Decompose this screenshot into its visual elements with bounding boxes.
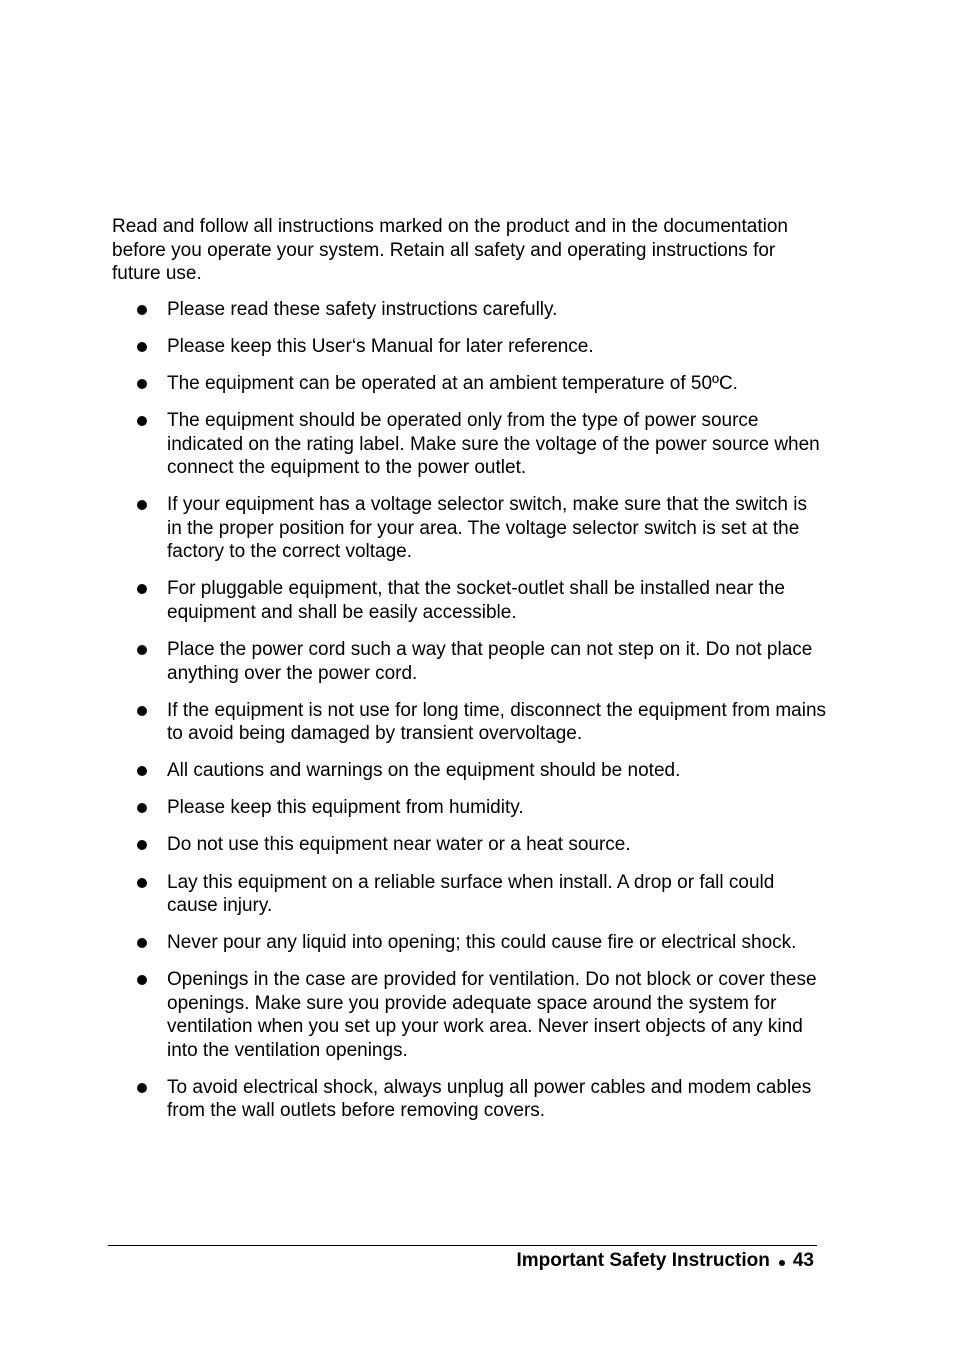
instruction-text: Please read these safety instructions carefully.	[167, 299, 558, 320]
bullet-icon	[137, 840, 147, 850]
instruction-text: Place the power cord such a way that people can not step on it. Do not place anything over the power cord.	[167, 639, 813, 684]
list-item	[112, 796, 827, 820]
instruction-text: The equipment can be operated at an ambient temperature of 50ºC.	[167, 373, 738, 395]
bullet-icon	[137, 975, 147, 985]
bullet-icon	[137, 342, 147, 352]
instruction-text: If your equipment has a voltage selector switch, make sure that the switch is in the proper position for your area. The voltage selector switch is set at the factory to the correct voltage.	[167, 494, 807, 563]
bullet-icon	[137, 766, 147, 776]
instruction-text: Openings in the case are provided for ventilation. Do not block or cover these openings. Make sure you provide adequate space around the system for ventilation when you set up your work area. Never insert objects of any kind into the ventilation openings.	[167, 969, 817, 1061]
footer-divider	[108, 1245, 817, 1246]
instruction-text: For pluggable equipment, that the socket-outlet shall be installed near the equipment and shall be easily accessible.	[167, 578, 785, 623]
instruction-text: Please keep this equipment from humidity.	[167, 797, 524, 819]
bullet-icon	[137, 305, 147, 315]
instruction-text: Never pour any liquid into opening; this could cause fire or electrical shock.	[167, 932, 797, 954]
list-item	[112, 577, 827, 624]
list-item	[112, 298, 827, 322]
bullet-icon	[137, 878, 147, 888]
instruction-text: If the equipment is not use for long time, disconnect the equipment from mains to avoid being damaged by transient overvoltage.	[167, 699, 827, 745]
list-item	[112, 1076, 827, 1123]
bullet-icon	[137, 706, 147, 716]
list-item	[112, 833, 827, 857]
instruction-text: Do not use this equipment near water or a heat source.	[167, 834, 631, 856]
list-item	[112, 931, 827, 955]
footer-section-title: Important Safety Instruction	[516, 1250, 770, 1271]
list-item	[112, 638, 827, 685]
bullet-icon	[137, 379, 147, 389]
instruction-text: Lay this equipment on a reliable surface when install. A drop or fall could cause injury.	[167, 871, 775, 917]
list-item	[112, 968, 827, 1062]
list-item	[112, 871, 827, 918]
instruction-text: To avoid electrical shock, always unplug all power cables and modem cables from the wall outlets before removing covers.	[167, 1076, 812, 1122]
bullet-separator-icon	[779, 1260, 785, 1266]
page-footer	[517, 1250, 815, 1272]
list-item	[112, 699, 827, 746]
page-number: 43	[792, 1250, 814, 1271]
safety-instructions-list	[112, 298, 827, 1136]
bullet-icon	[137, 645, 147, 655]
bullet-icon	[137, 803, 147, 813]
bullet-icon	[137, 584, 147, 594]
list-item	[112, 759, 827, 783]
bullet-icon	[137, 500, 147, 510]
bullet-icon	[137, 416, 147, 426]
bullet-icon	[137, 1083, 147, 1093]
instruction-text: All cautions and warnings on the equipment should be noted.	[167, 760, 681, 782]
bullet-icon	[137, 938, 147, 948]
list-item	[112, 335, 827, 359]
instruction-text: Please keep this User‘s Manual for later reference.	[167, 336, 594, 358]
intro-paragraph: Read and follow all instructions marked on the product and in the documentation before you operate your system. Retain all safety and operating instructions for future use.	[112, 216, 788, 284]
instruction-text: The equipment should be operated only from the type of power source indicated on the rating label. Make sure the voltage of the power source when connect the equipment to the power outlet.	[167, 410, 820, 479]
list-item	[112, 372, 827, 396]
list-item	[112, 493, 827, 564]
list-item	[112, 409, 827, 480]
